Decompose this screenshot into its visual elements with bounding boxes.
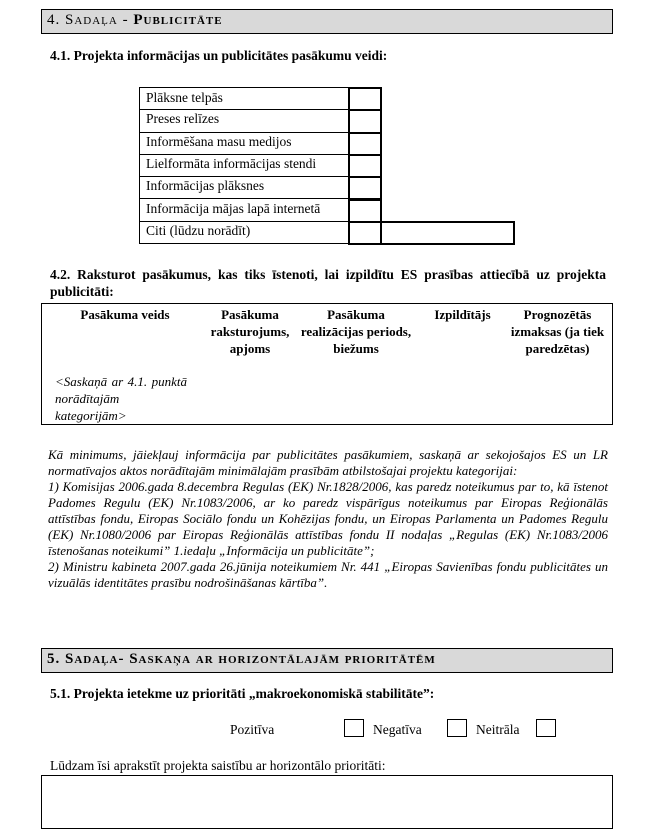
section-5-header — [41, 648, 613, 673]
question-4-2-text: 4.2. Raksturot pasākumus, kas tiks īstenoti, lai izpildītu ES prasības attiecībā uz projekta publicitāti: — [50, 267, 606, 299]
activity-type-checkbox[interactable] — [348, 109, 382, 133]
section-5-title: Saskaņa ar horizontālajām prioritātēm — [129, 651, 436, 667]
section-4-number: 4. — [47, 12, 65, 28]
question-4-1-label: 4.1. Projekta informācijas un publicitātes pasākumu veidi: — [50, 48, 388, 63]
question-5-1-label: 5.1. Projekta ietekme uz prioritāti „makroekonomiskā stabilitāte”: — [50, 686, 435, 701]
activity-type-checkbox[interactable] — [348, 221, 382, 245]
note-paragraph-1: Kā minimums, jāiekļauj informācija par publicitātes pasākumiem, saskaņā ar sekojošajos ES un LR normatīvajos aktos norādītajām minimālajām prasībām atbilstošajai projektu kategorijai: — [48, 447, 608, 478]
question-4-2-label — [50, 266, 606, 300]
describe-label: Lūdzam īsi aprakstīt projekta saistību ar horizontālo prioritāti: — [50, 758, 386, 773]
section-4-header — [41, 9, 613, 34]
section-4-title: Publicitāte — [133, 12, 223, 28]
col-period: Pasākuma realizācijas periods, biežums — [300, 307, 412, 356]
activity-type-label: Citi (lūdzu norādīt) — [139, 221, 349, 244]
note-paragraph-2: 1) Komisijas 2006.gada 8.decembra Regulas (EK) Nr.1828/2006, kas paredz noteikumus par to, kā īstenot Padomes Regulu (EK) Nr.1083/2006, ar ko paredz vispārīgus noteikumus par Eiropas Reģionālās attīstības fondu, Eiropas Sociālo fondu un Kohēzijas fondu, un Eiropas Parlamenta un Padomes Regulu (EK) Nr.1080/2006 par Eiropas Reģionālās attīstības fondu II nodaļas „Regulas (EK) Nr.1083/2006 īstenošanas noteikumi” 1.iedaļu „Informācija un publicitāte”; — [48, 479, 608, 558]
category-hint: <Saskaņā ar 4.1. punktā norādītajām kategorijām> — [55, 374, 187, 423]
option-positive-label: Pozitīva — [230, 722, 275, 737]
activity-type-checkbox[interactable] — [348, 199, 382, 223]
option-negative-checkbox[interactable] — [447, 719, 467, 737]
activity-type-checkbox[interactable] — [348, 154, 382, 178]
activity-type-checkbox[interactable] — [348, 176, 382, 200]
option-positive-checkbox[interactable] — [344, 719, 364, 737]
activity-type-label: Informēšana masu medijos — [139, 132, 349, 155]
activity-type-checkbox[interactable] — [348, 132, 382, 156]
option-neutral-label: Neitrāla — [476, 722, 520, 737]
section-4-dash: - — [117, 12, 134, 28]
activity-type-label: Preses relīzes — [139, 109, 349, 132]
option-negative-label: Negatīva — [373, 722, 422, 737]
option-neutral-checkbox[interactable] — [536, 719, 556, 737]
activity-type-label: Lielformāta informācijas stendi — [139, 154, 349, 177]
col-executor: Izpildītājs — [434, 307, 491, 322]
publicity-note — [48, 447, 608, 591]
col-cost: Prognozētās izmaksas (ja tiek paredzētas) — [510, 307, 605, 356]
other-specify-field[interactable] — [380, 221, 515, 245]
activity-type-label: Informācija mājas lapā internetā — [139, 199, 349, 222]
note-paragraph-3: 2) Ministru kabineta 2007.gada 26.jūnija noteikumiem Nr. 441 „Eiropas Savienības fondu publicitātes un vizuālās identitātes prasību nodrošināšanas kārtība”. — [48, 559, 608, 590]
section-5-dash: - — [118, 651, 130, 667]
describe-textarea[interactable] — [41, 775, 613, 829]
section-4-word: Sadaļa — [65, 12, 118, 28]
col-activity-type: Pasākuma veids — [80, 307, 170, 322]
section-5-word: Sadaļa — [65, 651, 119, 667]
activity-type-label: Plāksne telpās — [139, 87, 349, 110]
col-description: Pasākuma raksturojums, apjoms — [210, 307, 290, 356]
section-5-number: 5. — [47, 651, 65, 667]
activity-type-label: Informācijas plāksnes — [139, 176, 349, 199]
activity-type-checkbox[interactable] — [348, 87, 382, 111]
